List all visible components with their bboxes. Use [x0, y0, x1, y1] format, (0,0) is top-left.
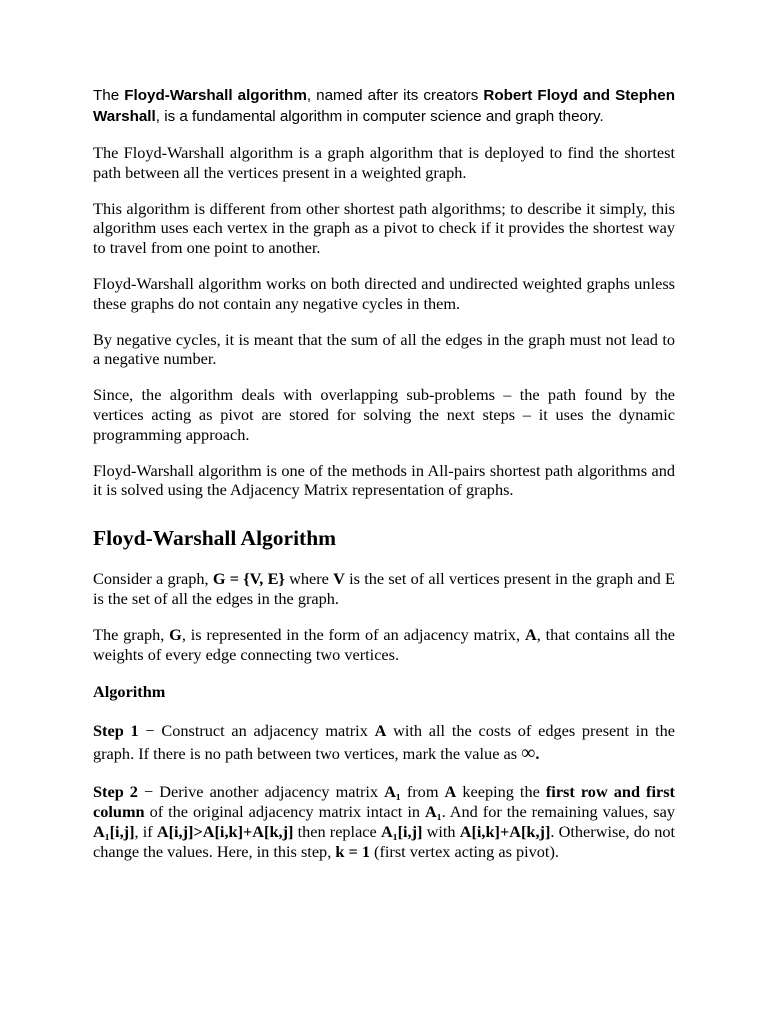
emphasis-text: first row and first column: [93, 782, 675, 822]
graph-symbol: G: [169, 624, 182, 644]
condition-expression: A[i,j]>A[i,k]+A[k,j]: [156, 821, 294, 841]
paragraph-negative-cycles: By negative cycles, it is meant that the sum of all the edges in the graph must not lead to a negative number.: [93, 329, 675, 369]
algorithm-subheading: Algorithm: [93, 682, 166, 702]
pivot-value: k = 1: [335, 841, 370, 861]
text-run: − Construct an adjacency matrix: [138, 721, 375, 741]
text-run: − Derive another adjacency matrix: [137, 782, 385, 802]
matrix-symbol: A: [374, 721, 387, 741]
matrix-symbol: A: [524, 624, 537, 644]
matrix-symbol: A₁: [384, 782, 401, 802]
text-run: . And for the remaining values, say: [441, 802, 676, 822]
text-run: , named after its creators: [306, 87, 484, 104]
text-run: from: [400, 782, 445, 802]
text-run: (first vertex acting as pivot).: [369, 841, 559, 861]
paragraph-definition: The Floyd-Warshall algorithm is a graph algorithm that is deployed to find the shortest path between all the vertices present in a weighted graph.: [93, 143, 675, 182]
text-run: . Otherwise, do not change the values. Here, in this step,: [93, 821, 676, 861]
text-run: with all the costs of edges present in the graph. If there is no path between two vertices, mark the value as: [93, 721, 675, 764]
step-label: Step 1: [93, 721, 139, 741]
infinity-symbol: ∞: [521, 742, 536, 765]
matrix-symbol: A₁: [424, 802, 442, 822]
creator-names: Robert Floyd and Stephen Warshall: [93, 87, 676, 125]
algorithm-name: Floyd-Warshall algorithm: [124, 87, 307, 104]
paragraph-graph-representation: [93, 625, 675, 665]
matrix-element: A₁[i,j]: [93, 821, 135, 841]
paragraph-consider-graph: [93, 569, 675, 609]
text-run: The graph,: [93, 624, 170, 644]
text-run: , if: [134, 821, 157, 841]
text-run: , is represented in the form of an adjacency matrix,: [181, 624, 525, 644]
text-run: where: [284, 569, 334, 589]
replacement-expression: A[i,k]+A[k,j]: [459, 821, 551, 841]
text-run: then replace: [293, 821, 381, 841]
step-1-paragraph: [93, 719, 675, 765]
paragraph-dynamic-programming: Since, the algorithm deals with overlapping sub-problems – the path found by the vertices acting as pivot are stored for solving the next steps – it uses the dynamic programming approach.: [93, 385, 675, 444]
paragraph-all-pairs: Floyd-Warshall algorithm is one of the methods in All-pairs shortest path algorithms and it is solved using the Adjacency Matrix representation of graphs.: [93, 460, 675, 500]
text-run: keeping the: [456, 782, 546, 802]
text-run: is the set of all vertices present in the graph and E is the set of all the edges in the graph.: [93, 569, 675, 608]
text-run: , is a fundamental algorithm in computer science and graph theory.: [155, 107, 604, 125]
paragraph-directed-graphs: Floyd-Warshall algorithm works on both directed and undirected weighted graphs unless these graphs do not contain any negative cycles in them.: [93, 273, 675, 313]
graph-definition: G = {V, E}: [212, 569, 285, 589]
text-run: .: [535, 744, 540, 764]
step-label: Step 2: [93, 782, 138, 802]
text-run: , that contains all the weights of every edge connecting two vertices.: [93, 624, 676, 664]
text-run: of the original adjacency matrix intact in: [144, 802, 425, 822]
document-page: [93, 86, 675, 862]
text-run: Consider a graph,: [93, 569, 213, 589]
section-heading: Floyd-Warshall Algorithm: [93, 526, 337, 551]
intro-paragraph: [93, 86, 675, 127]
matrix-element: A₁[i,j]: [380, 821, 423, 841]
text-run: The: [93, 87, 125, 104]
text-run: with: [422, 821, 460, 841]
matrix-symbol: A: [444, 782, 457, 802]
paragraph-difference: This algorithm is different from other shortest path algorithms; to describe it simply, this algorithm uses each vertex in the graph as a pivot to check if it provides the shortest way to travel from one point to another.: [93, 198, 675, 258]
step-2-paragraph: [93, 782, 675, 861]
vertex-symbol: V: [333, 569, 345, 589]
